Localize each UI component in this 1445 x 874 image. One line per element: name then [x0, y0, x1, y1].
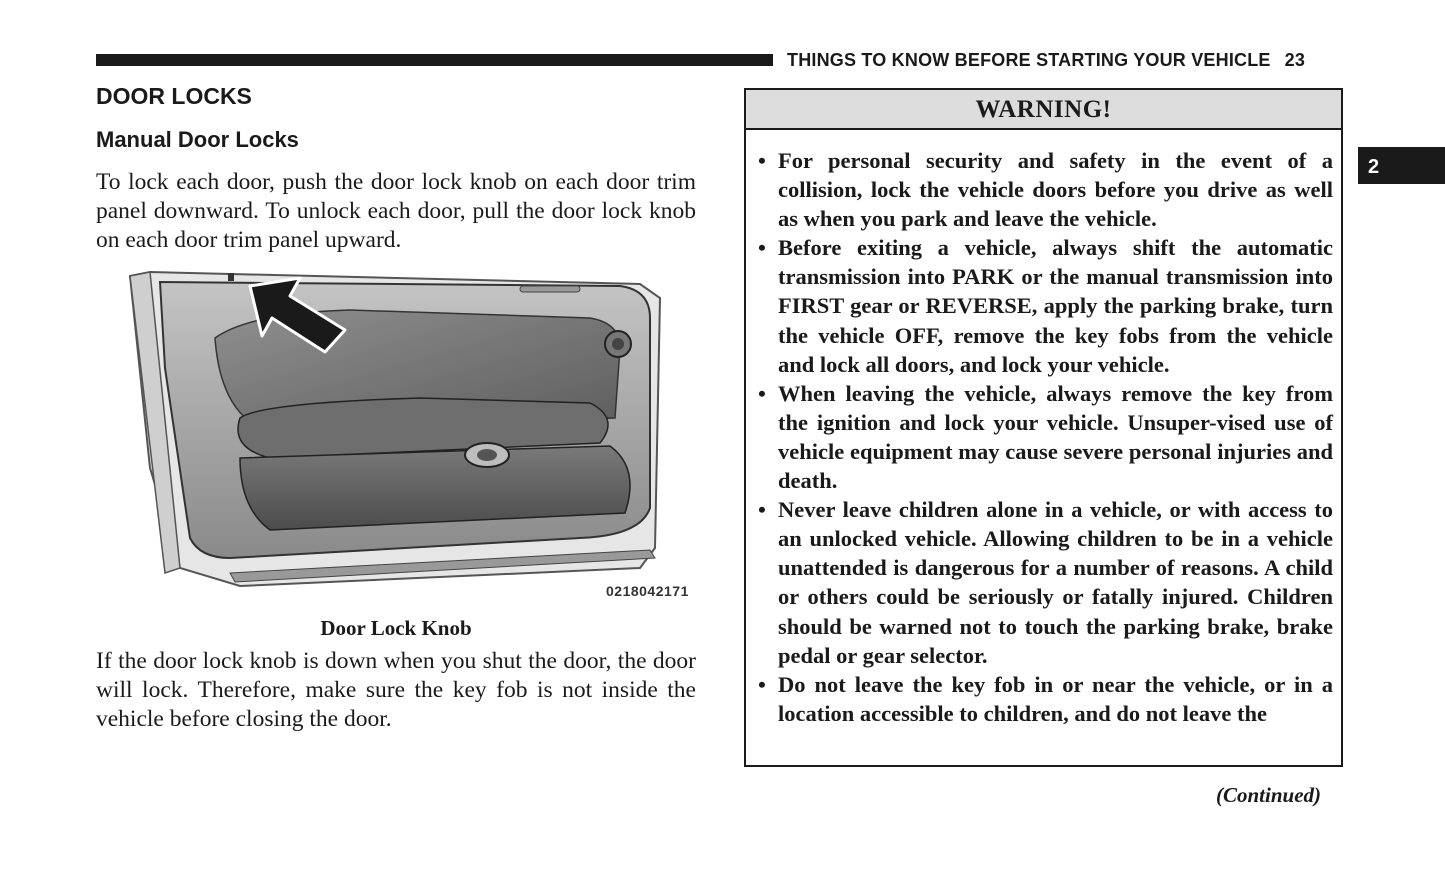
continued-note: (Continued) — [1216, 783, 1322, 807]
bullet-icon: • — [758, 380, 766, 406]
warning-item-text: Never leave children alone in a vehicle, or with access to an unlocked vehicle. Allowing children to be in a vehicle unattended is dangerous for a number of reasons. A child or others could be seriously or fatally injured. Children should be warned not to touch the parking brake, brake pedal or gear selector. — [778, 497, 1333, 668]
warning-box — [744, 88, 1343, 767]
warning-item-text: Do not leave the key fob in or near the vehicle, or in a location accessible to children, and do not leave the — [778, 671, 1333, 726]
subsection-title: Manual Door Locks — [96, 127, 299, 152]
paragraph-key-fob-note: If the door lock knob is down when you shut the door, the door will lock. Therefore, make sure the key fob is not inside the vehicle before closing the door. — [96, 648, 696, 732]
paragraph-lock-instructions: To lock each door, push the door lock knob on each door trim panel downward. To unlock each door, pull the door lock knob on each door trim panel upward. — [96, 169, 696, 253]
warning-item-text: For personal security and safety in the event of a collision, lock the vehicle doors before you drive as well as when you park and leave the vehicle. — [778, 148, 1333, 232]
bullet-icon: • — [758, 497, 766, 523]
running-title: THINGS TO KNOW BEFORE STARTING YOUR VEHICLE — [787, 50, 1271, 70]
chapter-tab: 2 — [1358, 147, 1445, 184]
figure-caption: Door Lock Knob — [320, 616, 472, 640]
warning-item — [758, 146, 1333, 233]
bullet-icon: • — [758, 671, 766, 697]
door-panel-illustration — [120, 268, 700, 608]
warning-item — [758, 495, 1333, 670]
warning-title: WARNING! — [746, 90, 1341, 130]
warning-item — [758, 233, 1333, 378]
figure-code: 0218042171 — [606, 583, 689, 599]
warning-item — [758, 379, 1333, 495]
bullet-icon: • — [758, 148, 766, 173]
warning-item-text: Before exiting a vehicle, always shift the automatic transmission into PARK or the manual transmission into FIRST gear or REVERSE, apply the parking brake, turn the vehicle OFF, remove the key fobs from the vehicle and lock all doors, and lock your vehicle. — [778, 235, 1333, 377]
running-header — [787, 50, 1305, 71]
door-panel-drawing — [120, 268, 700, 608]
warning-item-text: When leaving the vehicle, always remove the key from the ignition and lock your vehicle. Unsuper-vised use of vehicle equipment may cause severe personal injuries and death. — [778, 380, 1333, 494]
bullet-icon: • — [758, 235, 766, 261]
section-title: DOOR LOCKS — [96, 83, 252, 109]
warning-list — [758, 146, 1333, 728]
page-number: 23 — [1284, 50, 1306, 70]
warning-item — [758, 670, 1333, 728]
header-rule — [96, 54, 773, 66]
